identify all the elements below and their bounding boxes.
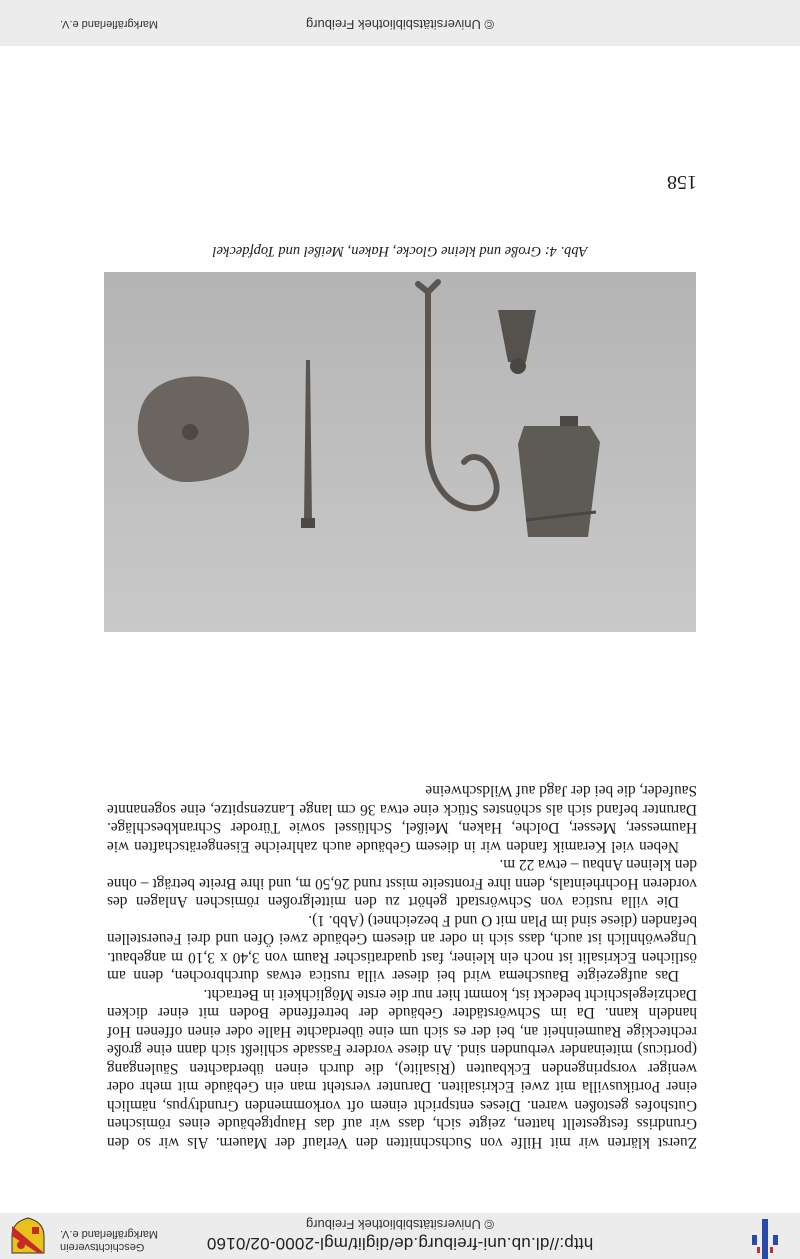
society-name-line2: Markgräflerland e.V. xyxy=(60,1228,159,1240)
paragraph-2: Das aufgezeigte Bauschema wird bei dieser villa rustica etwas durchbrochen, denn am östlichen Eckrisalit ist noch ein kleiner, fast quadratischer Raum von 3,40 x 3,10 m angebaut. Ungewöhnlich ist auch, dass sich in oder an diesem Gebäude zwei Öfen und drei Feuerstellen befanden (diese sind im Plan mit O und F bezeichnet) (Abb. 1). xyxy=(107,912,697,985)
copyright-notice: © Universitätsbibliothek Freiburg xyxy=(305,1217,495,1232)
viewer-footer-bar xyxy=(0,0,800,46)
figure-caption: Abb. 4: Große und kleine Glocke, Haken, Meißel und Topfdeckel xyxy=(212,243,588,259)
society-name-line1: Geschichtsverein xyxy=(60,1241,145,1253)
footer-society: Markgräflerland e.V. xyxy=(60,18,159,30)
paragraph-4: Neben viel Keramik fanden wir in diesem Gebäude auch zahlreiche Eisengerätschaften wie Haumesser, Messer, Dolche, Haken, Meißel, Schlüssel sowie Türoder Schrankbeschläge. Darunter befand sich als schönstes Stück eine etwa 36 cm lange Lanzenspitze, eine sogenannte Saufeder, die bei der Jagd auf Wildschweine xyxy=(107,782,697,855)
large-bell-icon xyxy=(518,416,600,537)
document-url[interactable]: http://dl.ub.uni-freiburg.de/diglit/mgl-2000-02/0160 xyxy=(206,1234,594,1253)
body-text xyxy=(107,781,697,1151)
coat-of-arms-icon xyxy=(8,1216,48,1256)
society-name xyxy=(60,1227,158,1253)
viewer-header-bar xyxy=(0,1213,800,1259)
paragraph-3: Die villa rustica von Schwörstadt gehört zu den mittelgroßen römischen Anlagen des vorderen Hochrheintals, denn ihre Frontseite misst rund 26,50 m, und ihre Breite beträgt – ohne den kleinen Anbau – etwa 22 m. xyxy=(107,856,697,911)
footer-copyright: © Universitätsbibliothek Freiburg xyxy=(305,17,495,32)
lid-icon xyxy=(138,376,249,482)
artifact-photograph xyxy=(104,272,696,632)
paragraph-1: Zuerst klärten wir mit Hilfe von Suchschnitten den Verlauf der Mauern. Als wir so den Grundriss festgestellt hatten, zeigte sich, dass wir auf das Hauptgebäude eines römischen Gutshofes gestoßen waren. Dieses entspricht einem oft vorkommenden Grundtypus, nämlich einer Portikusvilla mit zwei Eckrisaliten. Darunter versteht man ein Gebäude mit mehr oder weniger vorspringenden Eckbauten (Risalite), die durch einen überdachten Säulengang (porticus) miteinander verbunden sind. An diese vordere Fassade schließt sich dann eine große rechteckige Raumeinheit an, bei der es sich um eine überdachte Halle oder einen offenen Hof handeln kann. Da im Schwörstädter Gebäude der betreffende Boden mit einer dicken Dachziegelschicht bedeckt ist, kommt hier nur die erste Möglichkeit in Betracht. xyxy=(107,986,697,1151)
page-number: 158 xyxy=(667,171,697,193)
